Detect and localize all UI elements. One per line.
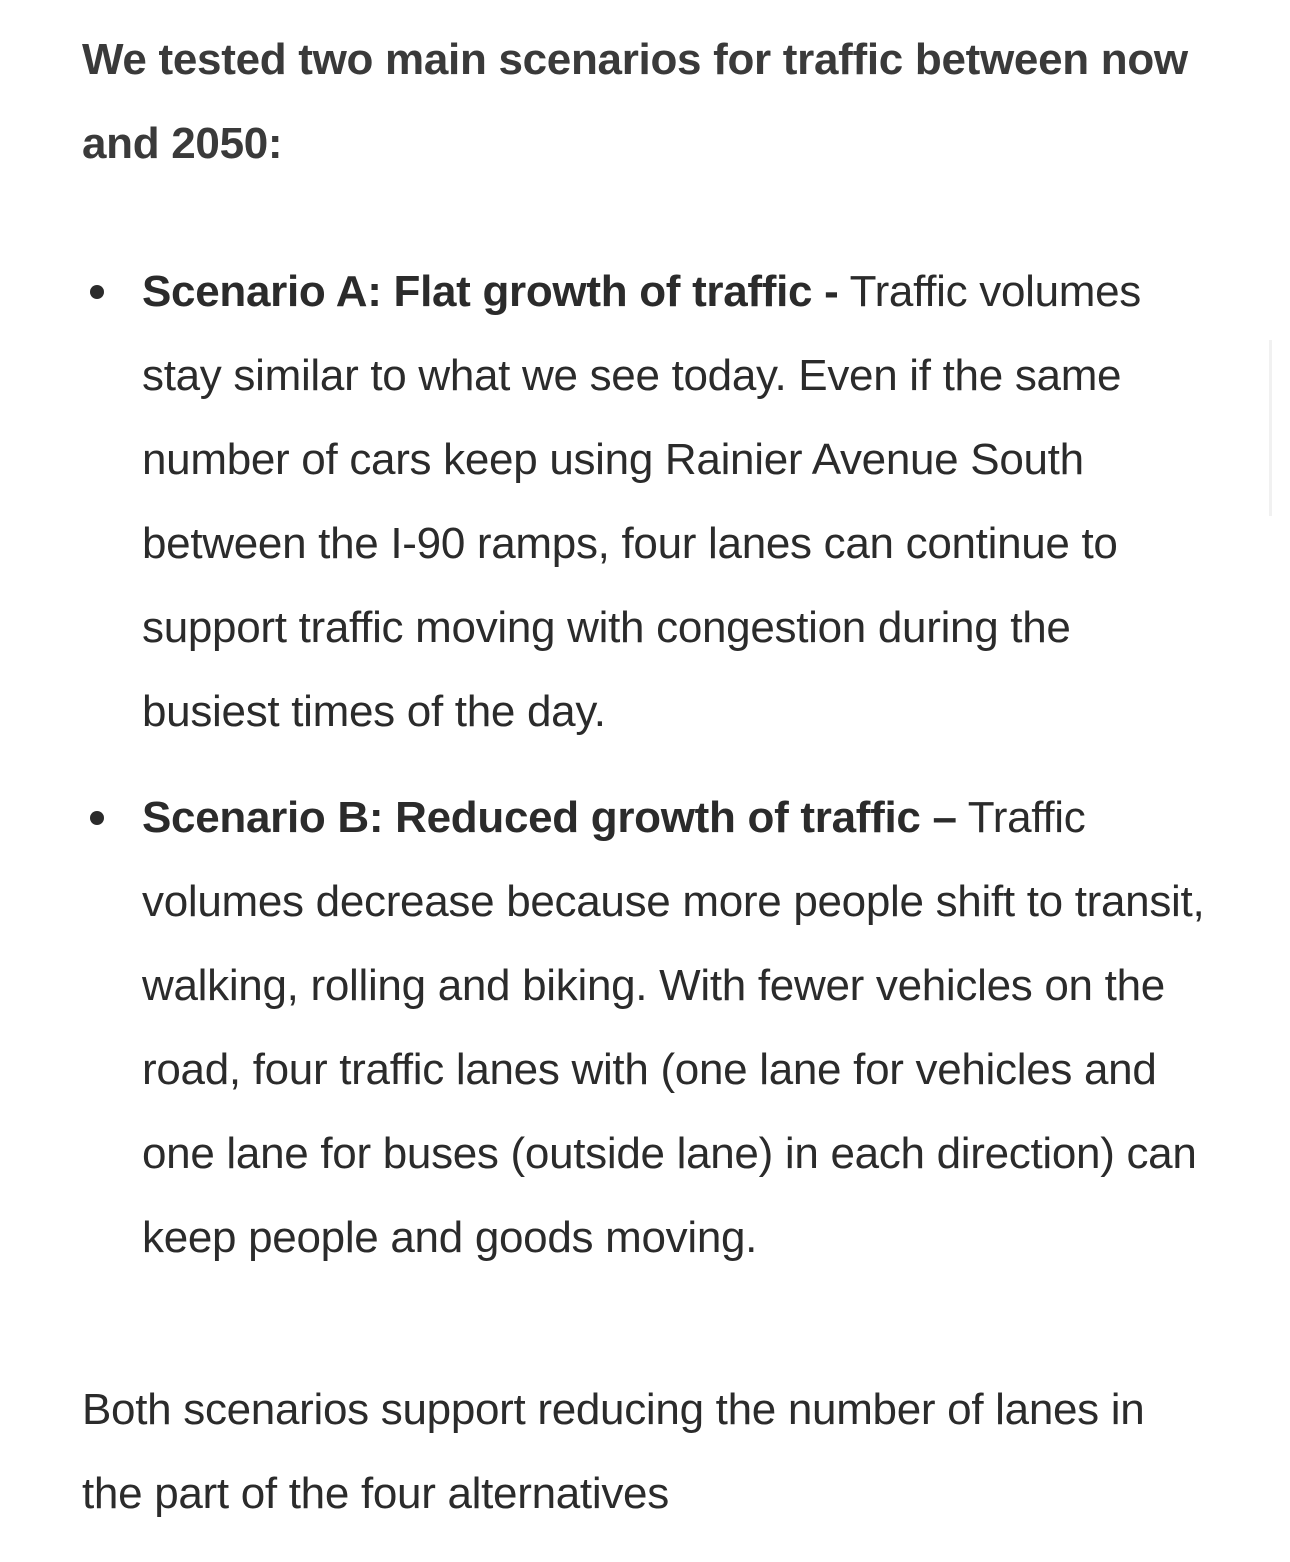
intro-paragraph: We tested two main scenarios for traffic between now and 2050: (82, 35, 1188, 168)
bullet-dot (90, 285, 104, 299)
scenario-b-title: Scenario B: Reduced growth of traffic – (142, 793, 957, 842)
scenario-b-text: Traffic volumes decrease because more people shift to transit, walking, rolling and biking. With fewer vehicles on the road, four traffic lanes with (one lane for vehicles and one lane for buses (outside lane) in each direction) can keep people and goods moving. (142, 793, 1205, 1262)
scenario-a-text: Traffic volumes stay similar to what we see today. Even if the same number of cars keep using Rainier Avenue South between the I-90 ramps, four lanes can continue to support traffic moving with congestion during the busiest times of the day. (142, 267, 1142, 736)
scenario-a-item (82, 250, 1212, 754)
bullet-dot (90, 811, 104, 825)
article-content (82, 18, 1212, 1536)
scenario-a-title: Scenario A: Flat growth of traffic - (142, 267, 839, 316)
scrollbar-track[interactable] (1269, 340, 1272, 516)
conclusion-paragraph: Both scenarios support reducing the number of lanes in the part of the four alternatives (82, 1385, 1145, 1518)
scenario-list (82, 250, 1212, 1280)
scenario-b-item (82, 776, 1212, 1280)
